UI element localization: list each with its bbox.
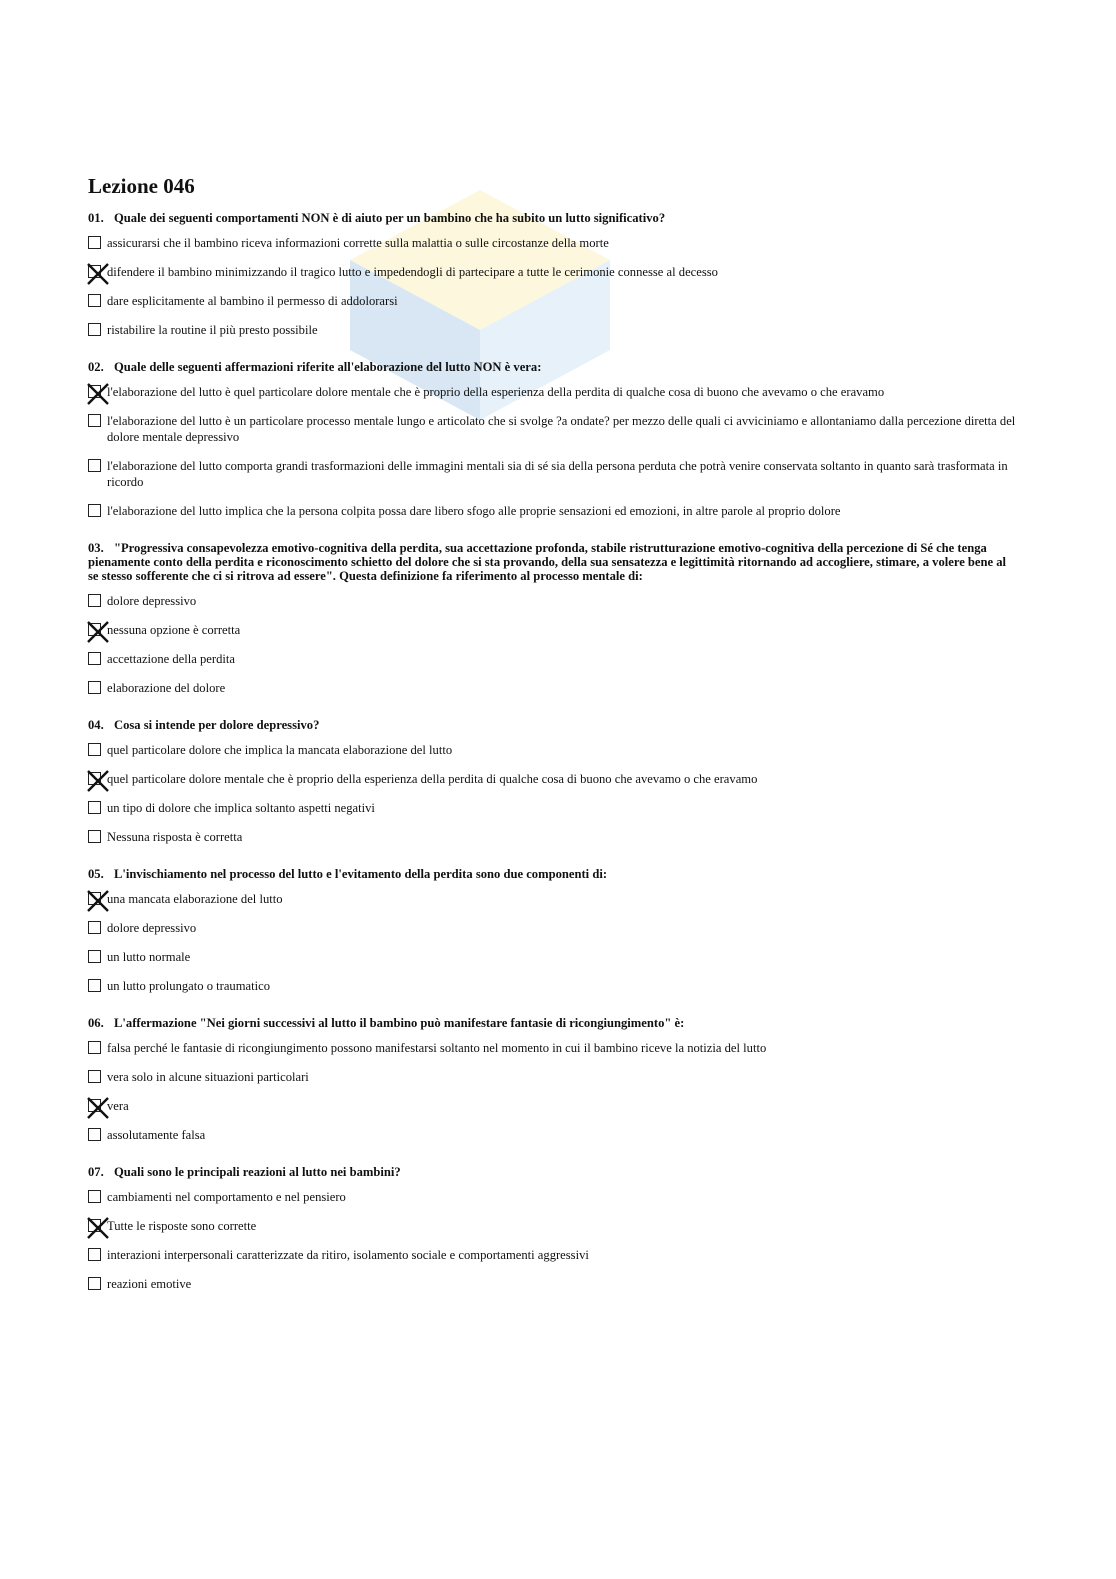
- checkbox-unchecked[interactable]: [88, 323, 101, 336]
- checkbox-unchecked[interactable]: [88, 414, 101, 427]
- answer-option[interactable]: [88, 384, 1018, 400]
- x-mark-icon: [86, 620, 110, 644]
- answer-option[interactable]: [88, 680, 1018, 696]
- answer-option[interactable]: [88, 949, 1018, 965]
- answer-option[interactable]: [88, 829, 1018, 845]
- checkbox-unchecked[interactable]: [88, 1190, 101, 1203]
- option-label: reazioni emotive: [107, 1277, 192, 1291]
- answer-option[interactable]: [88, 1189, 1018, 1205]
- option-label: l'elaborazione del lutto è quel particolare dolore mentale che è proprio della esperienza della perdita di qualche cosa di buono che avevamo o che eravamo: [107, 385, 885, 399]
- question: [88, 541, 1018, 696]
- option-label: l'elaborazione del lutto è un particolare processo mentale lungo e articolato che si svolge ?a ondate? per mezzo delle quali ci avviciniamo e allontaniamo dalla percezione diretta del dolore mentale depressivo: [107, 414, 1016, 444]
- answer-option[interactable]: [88, 622, 1018, 638]
- checkbox-unchecked[interactable]: [88, 1041, 101, 1054]
- answer-option[interactable]: [88, 920, 1018, 936]
- checkbox-unchecked[interactable]: [88, 459, 101, 472]
- answer-option[interactable]: [88, 1127, 1018, 1143]
- question-text: [88, 541, 1018, 583]
- checkbox-unchecked[interactable]: [88, 830, 101, 843]
- answer-option[interactable]: [88, 235, 1018, 251]
- option-label: dare esplicitamente al bambino il permesso di addolorarsi: [107, 294, 398, 308]
- checkbox-unchecked[interactable]: [88, 1277, 101, 1290]
- lesson-title: Lezione 046: [88, 174, 195, 198]
- checkbox-checked[interactable]: [88, 1099, 101, 1112]
- option-label: falsa perché le fantasie di ricongiungimento possono manifestarsi soltanto nel momento in cui il bambino riceve la notizia del lutto: [107, 1041, 767, 1055]
- checkbox-checked[interactable]: [88, 1219, 101, 1232]
- question-prompt: Quale dei seguenti comportamenti NON è di aiuto per un bambino che ha subito un lutto significativo?: [114, 211, 666, 225]
- question-prompt: Quali sono le principali reazioni al lutto nei bambini?: [114, 1165, 401, 1179]
- option-label: vera solo in alcune situazioni particolari: [107, 1070, 309, 1084]
- checkbox-unchecked[interactable]: [88, 652, 101, 665]
- x-mark-icon: [86, 769, 110, 793]
- option-label: accettazione della perdita: [107, 652, 235, 666]
- answer-option[interactable]: [88, 264, 1018, 280]
- option-label: un lutto prolungato o traumatico: [107, 979, 270, 993]
- question-number: 04.: [88, 718, 104, 732]
- checkbox-unchecked[interactable]: [88, 594, 101, 607]
- checkbox-unchecked[interactable]: [88, 1128, 101, 1141]
- checkbox-unchecked[interactable]: [88, 979, 101, 992]
- question-text: [88, 1165, 1018, 1179]
- option-label: dolore depressivo: [107, 921, 197, 935]
- checkbox-unchecked[interactable]: [88, 1248, 101, 1261]
- answer-option[interactable]: [88, 1069, 1018, 1085]
- checkbox-unchecked[interactable]: [88, 294, 101, 307]
- checkbox-unchecked[interactable]: [88, 1070, 101, 1083]
- answer-option[interactable]: [88, 413, 1018, 445]
- x-mark-icon: [86, 1216, 110, 1240]
- question-text: [88, 718, 1018, 732]
- question: [88, 718, 1018, 845]
- answer-option[interactable]: [88, 1040, 1018, 1056]
- answer-option[interactable]: [88, 322, 1018, 338]
- question: [88, 1165, 1018, 1292]
- answer-option[interactable]: [88, 771, 1018, 787]
- answer-option[interactable]: [88, 800, 1018, 816]
- answer-option[interactable]: [88, 1218, 1018, 1234]
- option-label: assolutamente falsa: [107, 1128, 206, 1142]
- question: [88, 1016, 1018, 1143]
- option-label: cambiamenti nel comportamento e nel pensiero: [107, 1190, 346, 1204]
- option-label: difendere il bambino minimizzando il tragico lutto e impedendogli di partecipare a tutte le cerimonie connesse al decesso: [107, 265, 718, 279]
- x-mark-icon: [86, 889, 110, 913]
- option-label: interazioni interpersonali caratterizzate da ritiro, isolamento sociale e comportamenti aggressivi: [107, 1248, 589, 1262]
- answer-option[interactable]: [88, 1098, 1018, 1114]
- quiz-page: [88, 170, 1018, 1314]
- checkbox-unchecked[interactable]: [88, 504, 101, 517]
- option-label: nessuna opzione è corretta: [107, 623, 241, 637]
- checkbox-unchecked[interactable]: [88, 801, 101, 814]
- checkbox-checked[interactable]: [88, 772, 101, 785]
- answer-option[interactable]: [88, 651, 1018, 667]
- question: [88, 867, 1018, 994]
- x-mark-icon: [86, 1096, 110, 1120]
- x-mark-icon: [86, 382, 110, 406]
- answer-option[interactable]: [88, 978, 1018, 994]
- question: [88, 211, 1018, 338]
- question-number: 01.: [88, 211, 104, 225]
- option-label: l'elaborazione del lutto comporta grandi trasformazioni delle immagini mentali sia di sé sia della persona perduta che potrà venire conservata soltanto in quanto sarà trasformata in ricordo: [107, 459, 1008, 489]
- question-number: 07.: [88, 1165, 104, 1179]
- checkbox-unchecked[interactable]: [88, 743, 101, 756]
- answer-option[interactable]: [88, 1247, 1018, 1263]
- question-number: 06.: [88, 1016, 104, 1030]
- checkbox-checked[interactable]: [88, 385, 101, 398]
- question-text: [88, 867, 1018, 881]
- checkbox-unchecked[interactable]: [88, 681, 101, 694]
- option-label: dolore depressivo: [107, 594, 197, 608]
- answer-option[interactable]: [88, 503, 1018, 519]
- option-label: vera: [107, 1099, 129, 1113]
- answer-option[interactable]: [88, 458, 1018, 490]
- answer-option[interactable]: [88, 1276, 1018, 1292]
- option-label: l'elaborazione del lutto implica che la persona colpita possa dare libero sfogo alle proprie sensazioni ed emozioni, in altre parole al proprio dolore: [107, 504, 841, 518]
- answer-option[interactable]: [88, 891, 1018, 907]
- checkbox-unchecked[interactable]: [88, 236, 101, 249]
- option-label: quel particolare dolore che implica la mancata elaborazione del lutto: [107, 743, 453, 757]
- x-mark-icon: [86, 262, 110, 286]
- option-label: Nessuna risposta è corretta: [107, 830, 243, 844]
- question-text: [88, 1016, 1018, 1030]
- question-prompt: "Progressiva consapevolezza emotivo-cognitiva della perdita, sua accettazione profonda, stabile ristrutturazione emotivo-cognitiva della percezione di Sé che tenga pienamente conto della perdita e riconoscimento schietto del dolore che si sta provando, della sua sensatezza e legittimità ritornando ad accogliere, stimare, a volere bene al se stesso sofferente che ci si ritrova ad essere". Questa definizione fa riferimento al processo mentale di:: [88, 541, 1007, 583]
- question-prompt: Quale delle seguenti affermazioni riferite all'elaborazione del lutto NON è vera:: [114, 360, 542, 374]
- option-label: Tutte le risposte sono corrette: [107, 1219, 257, 1233]
- question-prompt: L'affermazione "Nei giorni successivi al lutto il bambino può manifestare fantasie di ricongiungimento" è:: [114, 1016, 685, 1030]
- question-prompt: L'invischiamento nel processo del lutto e l'evitamento della perdita sono due componenti di:: [114, 867, 608, 881]
- answer-option[interactable]: [88, 293, 1018, 309]
- answer-option[interactable]: [88, 742, 1018, 758]
- option-label: un tipo di dolore che implica soltanto aspetti negativi: [107, 801, 375, 815]
- question-list: [88, 211, 1018, 1292]
- option-label: ristabilire la routine il più presto possibile: [107, 323, 318, 337]
- option-label: assicurarsi che il bambino riceva informazioni corrette sulla malattia o sulle circostanze della morte: [107, 236, 609, 250]
- checkbox-checked[interactable]: [88, 265, 101, 278]
- question-number: 05.: [88, 867, 104, 881]
- question: [88, 360, 1018, 519]
- checkbox-unchecked[interactable]: [88, 950, 101, 963]
- question-text: [88, 211, 1018, 225]
- option-label: elaborazione del dolore: [107, 681, 226, 695]
- checkbox-checked[interactable]: [88, 623, 101, 636]
- question-prompt: Cosa si intende per dolore depressivo?: [114, 718, 320, 732]
- answer-option[interactable]: [88, 593, 1018, 609]
- option-label: quel particolare dolore mentale che è proprio della esperienza della perdita di qualche cosa di buono che avevamo o che eravamo: [107, 772, 758, 786]
- checkbox-checked[interactable]: [88, 892, 101, 905]
- question-number: 02.: [88, 360, 104, 374]
- option-label: una mancata elaborazione del lutto: [107, 892, 283, 906]
- option-label: un lutto normale: [107, 950, 191, 964]
- checkbox-unchecked[interactable]: [88, 921, 101, 934]
- question-text: [88, 360, 1018, 374]
- question-number: 03.: [88, 541, 104, 555]
